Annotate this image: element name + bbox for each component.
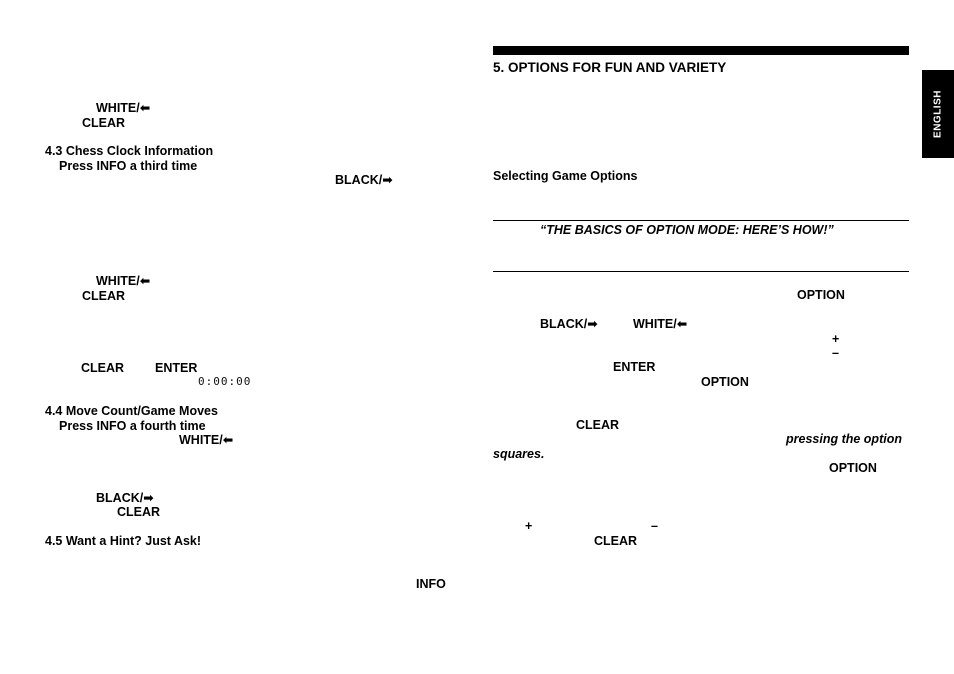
key-option: OPTION bbox=[829, 461, 877, 475]
language-side-tab bbox=[922, 70, 954, 158]
divider-bottom bbox=[493, 271, 909, 272]
section-heading-chess-clock: 4.3 Chess Clock Information bbox=[45, 144, 214, 158]
key-black-arrow: BLACK/➡ bbox=[540, 317, 598, 331]
key-plus: + bbox=[525, 519, 533, 533]
key-enter: ENTER bbox=[155, 361, 198, 375]
key-clear: CLEAR bbox=[81, 361, 125, 375]
key-clear: CLEAR bbox=[117, 505, 161, 519]
chapter-title: 5. OPTIONS FOR FUN AND VARIETY bbox=[493, 60, 727, 75]
emphasis-squares: squares. bbox=[493, 447, 545, 461]
key-plus: + bbox=[832, 332, 840, 346]
key-white-arrow: WHITE/⬅ bbox=[96, 274, 151, 288]
key-clear: CLEAR bbox=[594, 534, 638, 548]
clock-display-readout: 0:00:00 bbox=[198, 375, 252, 388]
chapter-top-bar bbox=[493, 46, 909, 55]
instruction-press-info-third: Press INFO a third time bbox=[59, 159, 198, 173]
key-black-arrow: BLACK/➡ bbox=[96, 491, 154, 505]
divider-top bbox=[493, 220, 909, 221]
key-minus: – bbox=[651, 519, 658, 533]
language-tab-label: ENGLISH bbox=[932, 90, 944, 138]
key-enter: ENTER bbox=[613, 360, 656, 374]
emphasis-pressing-option: pressing the option bbox=[786, 432, 902, 446]
subheading-selecting-options: Selecting Game Options bbox=[493, 169, 638, 183]
section-heading-move-count: 4.4 Move Count/Game Moves bbox=[45, 404, 218, 418]
key-white-arrow: WHITE/⬅ bbox=[96, 101, 151, 115]
key-white-arrow: WHITE/⬅ bbox=[633, 317, 688, 331]
key-option: OPTION bbox=[701, 375, 749, 389]
key-info: INFO bbox=[416, 577, 446, 591]
key-minus: – bbox=[832, 346, 839, 360]
key-white-arrow: WHITE/⬅ bbox=[179, 433, 234, 447]
key-clear: CLEAR bbox=[82, 289, 126, 303]
key-black-arrow: BLACK/➡ bbox=[335, 173, 393, 187]
key-clear: CLEAR bbox=[576, 418, 620, 432]
section-heading-hint: 4.5 Want a Hint? Just Ask! bbox=[45, 534, 202, 548]
key-clear: CLEAR bbox=[82, 116, 126, 130]
instruction-press-info-fourth: Press INFO a fourth time bbox=[59, 419, 206, 433]
key-option: OPTION bbox=[797, 288, 845, 302]
basics-banner: “THE BASICS OF OPTION MODE: HERE’S HOW!” bbox=[540, 223, 834, 237]
